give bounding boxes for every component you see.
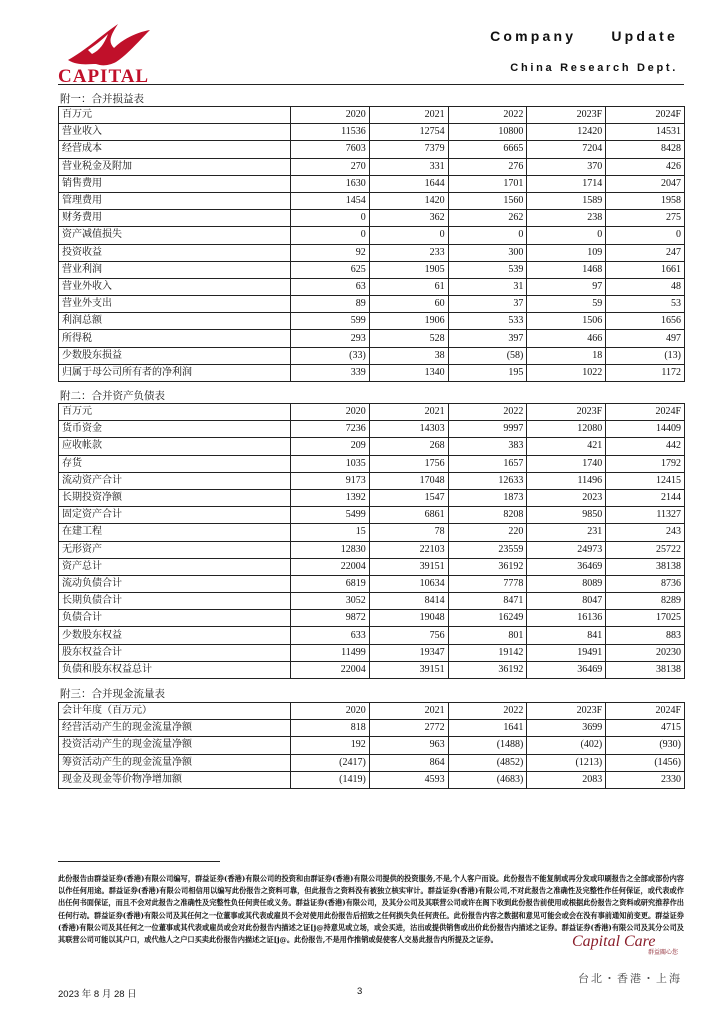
table-header-row	[59, 107, 685, 124]
value-cell: 1873	[448, 489, 527, 506]
value-cell: 756	[369, 627, 448, 644]
table-row	[59, 227, 685, 244]
value-cell: 10634	[369, 575, 448, 592]
table-row	[59, 455, 685, 472]
header-divider	[58, 84, 684, 85]
value-cell: 195	[448, 364, 527, 381]
value-cell: (4683)	[448, 771, 527, 788]
value-cell: 247	[606, 244, 685, 261]
row-label-cell: 经营活动产生的现金流量净额	[59, 720, 291, 737]
value-cell: 89	[291, 296, 370, 313]
value-cell: (13)	[606, 347, 685, 364]
value-cell: 6665	[448, 141, 527, 158]
value-cell: 8471	[448, 593, 527, 610]
value-cell: 818	[291, 720, 370, 737]
value-cell: 1714	[527, 175, 606, 192]
value-cell: 92	[291, 244, 370, 261]
value-cell: 1644	[369, 175, 448, 192]
value-cell: 1906	[369, 313, 448, 330]
table-row	[59, 261, 685, 278]
table-row	[59, 124, 685, 141]
value-cell: 14303	[369, 421, 448, 438]
row-label-cell: 利润总额	[59, 313, 291, 330]
value-cell: 10800	[448, 124, 527, 141]
row-label-cell: 营业外支出	[59, 296, 291, 313]
value-cell: 0	[606, 227, 685, 244]
table-row	[59, 192, 685, 209]
value-cell: 539	[448, 261, 527, 278]
value-cell: 97	[527, 278, 606, 295]
value-cell: 8047	[527, 593, 606, 610]
value-cell: 22004	[291, 558, 370, 575]
value-cell: 7204	[527, 141, 606, 158]
value-cell: 2330	[606, 771, 685, 788]
unit-header-cell: 百万元	[59, 404, 291, 421]
value-cell: 238	[527, 210, 606, 227]
table-row	[59, 421, 685, 438]
year-header-cell: 2022	[448, 703, 527, 720]
value-cell: 12420	[527, 124, 606, 141]
value-cell: (1419)	[291, 771, 370, 788]
row-label-cell: 筹资活动产生的现金流量净额	[59, 754, 291, 771]
table-row	[59, 771, 685, 788]
department-subtitle: China Research Dept.	[510, 62, 678, 74]
value-cell: 599	[291, 313, 370, 330]
value-cell: 4715	[606, 720, 685, 737]
value-cell: 841	[527, 627, 606, 644]
value-cell: 2772	[369, 720, 448, 737]
value-cell: 16249	[448, 610, 527, 627]
value-cell: 8414	[369, 593, 448, 610]
row-label-cell: 归属于母公司所有者的净利润	[59, 364, 291, 381]
value-cell: 293	[291, 330, 370, 347]
value-cell: 12754	[369, 124, 448, 141]
value-cell: 0	[369, 227, 448, 244]
row-label-cell: 营业税金及附加	[59, 158, 291, 175]
value-cell: 36192	[448, 558, 527, 575]
row-label-cell: 财务费用	[59, 210, 291, 227]
value-cell: 7379	[369, 141, 448, 158]
row-label-cell: 营业利润	[59, 261, 291, 278]
value-cell: 1701	[448, 175, 527, 192]
value-cell: 1589	[527, 192, 606, 209]
value-cell: 8428	[606, 141, 685, 158]
value-cell: 59	[527, 296, 606, 313]
year-header-cell: 2022	[448, 404, 527, 421]
value-cell: 11327	[606, 507, 685, 524]
value-cell: 1630	[291, 175, 370, 192]
value-cell: 1340	[369, 364, 448, 381]
unit-header-cell: 会计年度（百万元）	[59, 703, 291, 720]
value-cell: 12080	[527, 421, 606, 438]
row-label-cell: 投资活动产生的现金流量净额	[59, 737, 291, 754]
value-cell: (58)	[448, 347, 527, 364]
table-row	[59, 347, 685, 364]
value-cell: 63	[291, 278, 370, 295]
table-row	[59, 737, 685, 754]
value-cell: 7236	[291, 421, 370, 438]
value-cell: 109	[527, 244, 606, 261]
table-row	[59, 610, 685, 627]
row-label-cell: 经营成本	[59, 141, 291, 158]
row-label-cell: 存货	[59, 455, 291, 472]
income-statement-title: 附一：合并损益表	[60, 93, 144, 105]
row-label-cell: 投资收益	[59, 244, 291, 261]
table-header-row	[59, 404, 685, 421]
value-cell: 300	[448, 244, 527, 261]
cashflow-statement-title: 附三：合并现金流量表	[60, 688, 165, 700]
year-header-cell: 2024F	[606, 703, 685, 720]
value-cell: 14531	[606, 124, 685, 141]
value-cell: 243	[606, 524, 685, 541]
value-cell: 268	[369, 438, 448, 455]
value-cell: 12633	[448, 472, 527, 489]
value-cell: 17048	[369, 472, 448, 489]
row-label-cell: 营业外收入	[59, 278, 291, 295]
value-cell: 19048	[369, 610, 448, 627]
value-cell: (33)	[291, 347, 370, 364]
table-row	[59, 244, 685, 261]
value-cell: 16136	[527, 610, 606, 627]
value-cell: 633	[291, 627, 370, 644]
value-cell: 331	[369, 158, 448, 175]
value-cell: 209	[291, 438, 370, 455]
year-header-cell: 2023F	[527, 404, 606, 421]
value-cell: 8208	[448, 507, 527, 524]
table-row	[59, 296, 685, 313]
unit-header-cell: 百万元	[59, 107, 291, 124]
value-cell: 48	[606, 278, 685, 295]
value-cell: 1661	[606, 261, 685, 278]
value-cell: 3052	[291, 593, 370, 610]
row-label-cell: 销售费用	[59, 175, 291, 192]
footnote-divider	[58, 861, 220, 862]
value-cell: 1740	[527, 455, 606, 472]
value-cell: 397	[448, 330, 527, 347]
table-row	[59, 627, 685, 644]
value-cell: (930)	[606, 737, 685, 754]
row-label-cell: 资产减值损失	[59, 227, 291, 244]
table-row	[59, 644, 685, 661]
value-cell: 53	[606, 296, 685, 313]
row-label-cell: 负债和股东权益总计	[59, 661, 291, 678]
value-cell: 0	[448, 227, 527, 244]
value-cell: 801	[448, 627, 527, 644]
value-cell: 17025	[606, 610, 685, 627]
value-cell: 1756	[369, 455, 448, 472]
value-cell: 36469	[527, 558, 606, 575]
value-cell: 9850	[527, 507, 606, 524]
value-cell: 22103	[369, 541, 448, 558]
table-row	[59, 720, 685, 737]
value-cell: 11499	[291, 644, 370, 661]
value-cell: 270	[291, 158, 370, 175]
value-cell: 1657	[448, 455, 527, 472]
capital-care-brand: Capital Care	[572, 933, 656, 950]
value-cell: 370	[527, 158, 606, 175]
year-header-cell: 2022	[448, 107, 527, 124]
row-label-cell: 负债合计	[59, 610, 291, 627]
value-cell: 4593	[369, 771, 448, 788]
row-label-cell: 股东权益合计	[59, 644, 291, 661]
value-cell: 1905	[369, 261, 448, 278]
value-cell: 9173	[291, 472, 370, 489]
value-cell: 7603	[291, 141, 370, 158]
value-cell: 2047	[606, 175, 685, 192]
value-cell: 362	[369, 210, 448, 227]
value-cell: 275	[606, 210, 685, 227]
report-date: 2023 年 8 月 28 日	[58, 989, 137, 1000]
value-cell: (1488)	[448, 737, 527, 754]
value-cell: 231	[527, 524, 606, 541]
value-cell: 38138	[606, 661, 685, 678]
year-header-cell: 2024F	[606, 107, 685, 124]
value-cell: 1420	[369, 192, 448, 209]
table-row	[59, 558, 685, 575]
row-label-cell: 固定资产合计	[59, 507, 291, 524]
value-cell: 3699	[527, 720, 606, 737]
value-cell: 9997	[448, 421, 527, 438]
balance-sheet-table	[58, 403, 685, 679]
value-cell: 1641	[448, 720, 527, 737]
value-cell: 1958	[606, 192, 685, 209]
value-cell: 497	[606, 330, 685, 347]
report-type-title: Company Update	[490, 28, 678, 44]
value-cell: 2083	[527, 771, 606, 788]
row-label-cell: 货币资金	[59, 421, 291, 438]
value-cell: 6861	[369, 507, 448, 524]
value-cell: 1022	[527, 364, 606, 381]
value-cell: 2023	[527, 489, 606, 506]
page-number: 3	[357, 986, 363, 997]
value-cell: 18	[527, 347, 606, 364]
year-header-cell: 2023F	[527, 703, 606, 720]
value-cell: 15	[291, 524, 370, 541]
row-label-cell: 少数股东权益	[59, 627, 291, 644]
value-cell: 39151	[369, 558, 448, 575]
value-cell: 1656	[606, 313, 685, 330]
table-row	[59, 313, 685, 330]
value-cell: 8289	[606, 593, 685, 610]
value-cell: 5499	[291, 507, 370, 524]
value-cell: 442	[606, 438, 685, 455]
value-cell: 421	[527, 438, 606, 455]
table-row	[59, 593, 685, 610]
table-row	[59, 175, 685, 192]
value-cell: 625	[291, 261, 370, 278]
balance-sheet-title: 附二：合并资产负债表	[60, 390, 165, 402]
year-header-cell: 2020	[291, 703, 370, 720]
value-cell: 1454	[291, 192, 370, 209]
row-label-cell: 应收帐款	[59, 438, 291, 455]
value-cell: 20230	[606, 644, 685, 661]
value-cell: 1035	[291, 455, 370, 472]
income-statement-table	[58, 106, 685, 382]
row-label-cell: 无形资产	[59, 541, 291, 558]
capital-care-brand-cn: 群益關心您	[648, 949, 679, 956]
value-cell: 276	[448, 158, 527, 175]
year-header-cell: 2021	[369, 107, 448, 124]
value-cell: 220	[448, 524, 527, 541]
value-cell: 1792	[606, 455, 685, 472]
value-cell: 6819	[291, 575, 370, 592]
value-cell: 24973	[527, 541, 606, 558]
value-cell: (1213)	[527, 754, 606, 771]
value-cell: 0	[527, 227, 606, 244]
value-cell: 1560	[448, 192, 527, 209]
value-cell: 7778	[448, 575, 527, 592]
value-cell: 262	[448, 210, 527, 227]
value-cell: 39151	[369, 661, 448, 678]
value-cell: (1456)	[606, 754, 685, 771]
year-header-cell: 2020	[291, 404, 370, 421]
table-row	[59, 330, 685, 347]
value-cell: 1392	[291, 489, 370, 506]
value-cell: 8736	[606, 575, 685, 592]
value-cell: 22004	[291, 661, 370, 678]
value-cell: 12830	[291, 541, 370, 558]
value-cell: 339	[291, 364, 370, 381]
value-cell: 528	[369, 330, 448, 347]
row-label-cell: 营业收入	[59, 124, 291, 141]
cashflow-statement-table	[58, 702, 685, 789]
value-cell: 78	[369, 524, 448, 541]
value-cell: 864	[369, 754, 448, 771]
value-cell: 25722	[606, 541, 685, 558]
value-cell: 1172	[606, 364, 685, 381]
value-cell: 37	[448, 296, 527, 313]
value-cell: 8089	[527, 575, 606, 592]
row-label-cell: 流动资产合计	[59, 472, 291, 489]
value-cell: 0	[291, 227, 370, 244]
value-cell: 19142	[448, 644, 527, 661]
table-row	[59, 141, 685, 158]
row-label-cell: 资产总计	[59, 558, 291, 575]
value-cell: 11496	[527, 472, 606, 489]
table-row	[59, 489, 685, 506]
value-cell: (4852)	[448, 754, 527, 771]
table-row	[59, 364, 685, 381]
value-cell: 61	[369, 278, 448, 295]
table-row	[59, 575, 685, 592]
row-label-cell: 所得税	[59, 330, 291, 347]
value-cell: 466	[527, 330, 606, 347]
table-row	[59, 507, 685, 524]
value-cell: 2144	[606, 489, 685, 506]
value-cell: 11536	[291, 124, 370, 141]
table-row	[59, 661, 685, 678]
value-cell: 19491	[527, 644, 606, 661]
value-cell: 19347	[369, 644, 448, 661]
value-cell: 38138	[606, 558, 685, 575]
value-cell: 533	[448, 313, 527, 330]
row-label-cell: 流动负债合计	[59, 575, 291, 592]
row-label-cell: 在建工程	[59, 524, 291, 541]
table-row	[59, 210, 685, 227]
table-row	[59, 158, 685, 175]
logo-text: CAPITAL	[58, 66, 150, 87]
value-cell: 14409	[606, 421, 685, 438]
office-cities: 台北・香港・上海	[578, 972, 682, 985]
year-header-cell: 2023F	[527, 107, 606, 124]
table-row	[59, 754, 685, 771]
value-cell: 1468	[527, 261, 606, 278]
value-cell: 883	[606, 627, 685, 644]
row-label-cell: 长期投资净额	[59, 489, 291, 506]
value-cell: 12415	[606, 472, 685, 489]
row-label-cell: 少数股东损益	[59, 347, 291, 364]
value-cell: 233	[369, 244, 448, 261]
value-cell: 1506	[527, 313, 606, 330]
value-cell: 192	[291, 737, 370, 754]
year-header-cell: 2024F	[606, 404, 685, 421]
year-header-cell: 2021	[369, 404, 448, 421]
year-header-cell: 2021	[369, 703, 448, 720]
row-label-cell: 长期负债合计	[59, 593, 291, 610]
value-cell: 383	[448, 438, 527, 455]
value-cell: 31	[448, 278, 527, 295]
value-cell: 963	[369, 737, 448, 754]
value-cell: 1547	[369, 489, 448, 506]
value-cell: 36469	[527, 661, 606, 678]
value-cell: 0	[291, 210, 370, 227]
value-cell: 426	[606, 158, 685, 175]
value-cell: 60	[369, 296, 448, 313]
table-header-row	[59, 703, 685, 720]
value-cell: (2417)	[291, 754, 370, 771]
row-label-cell: 现金及现金等价物净增加额	[59, 771, 291, 788]
value-cell: 23559	[448, 541, 527, 558]
table-row	[59, 438, 685, 455]
value-cell: 38	[369, 347, 448, 364]
value-cell: 9872	[291, 610, 370, 627]
legal-disclaimer: 此份报告由群益证券(香港)有限公司编写，群益证券(香港)有限公司的投资和由群证券(香港)有限公司提供的投资服务,不是,个人客户而设。此份报告不能复制或再分发或印刷报告之全部或部份内容以作任何用途。群益证券(香港)有限公司相信用以编写此份报告之资料可靠，但此报告之资料没有被独立核实审计。群益证券(香港)有限公司,不对此报告之准确性及完整性作任何保证，或代表或作出任何书面保证，而且不会对此报告之准确性及完整性负任何责任或义务。群益证券(香港)有限公司，及其分公司及其联营公司或许在阁下收到此份报告前使用或根据此份报告之资料或研究推荐作出任何行动。群益证券(香港)有限公司及其任何之一位董事或其代表或雇员不会对使用此份报告后招致之任何损失负任何责任。此份报告内容之数据和意见可能会或会在没有事前通知前变更。群益证券(香港)有限公司及其任何之一位董事或其代表或雇员或会对此份报告内描述之证[j@持意见或立场，或会买进，沽出或提供销售或出价此份报告内描述之证券。群益证券(香港)有限公司及其分公司及其联营公司可能以其户口，或代他人之户口买卖此份报告内描述之证[j@。此份报告,不是用作推销或促使客人交易此报告内所提及之证券。	[58, 874, 684, 945]
table-row	[59, 472, 685, 489]
value-cell: 36192	[448, 661, 527, 678]
table-row	[59, 278, 685, 295]
table-row	[59, 524, 685, 541]
year-header-cell: 2020	[291, 107, 370, 124]
table-row	[59, 541, 685, 558]
value-cell: (402)	[527, 737, 606, 754]
row-label-cell: 管理费用	[59, 192, 291, 209]
